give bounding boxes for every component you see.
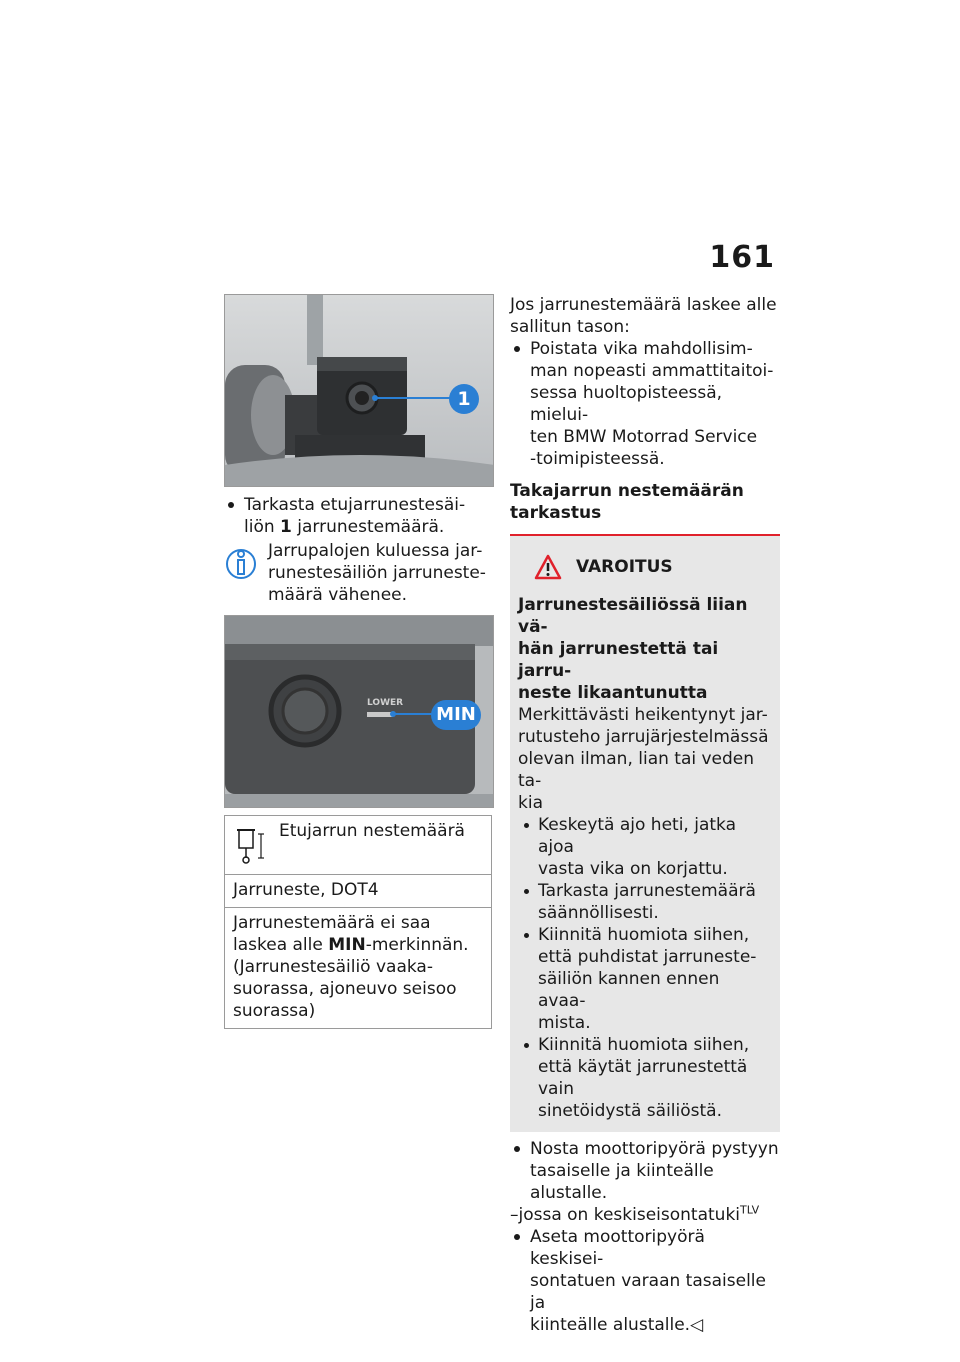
bullet-fix-fault: Poistata vika mahdollisim- man nopeasti ammattitaitoi- sessa huoltopisteessä, mielui- ten BMW Motorrad Service -toimipisteessä. (510, 338, 780, 470)
rear-brake-section-heading: Takajarrun nestemäärän tarkastus (510, 480, 780, 536)
lower-label: LOWER (367, 698, 404, 708)
info-note: Jarrupalojen kuluessa jar- runestesäiliön jarruneste- määrä vähenee. (224, 540, 496, 606)
warning-item-check: Tarkasta jarrunestemäärä säännöllisesti. (518, 880, 772, 924)
warning-box (510, 536, 780, 1132)
page-number: 161 (709, 240, 775, 275)
front-brake-fluid-spec-table (224, 815, 492, 1029)
check-front-instruction: Tarkasta etujarrunestesäi- liön 1 jarrunestemäärä. (224, 494, 496, 538)
end-mark-icon: ◁ (690, 1315, 704, 1335)
fluid-level-icon (233, 822, 269, 866)
front-brake-reservoir-photo (224, 294, 494, 487)
centerstand-condition: –jossa on keskiseisontatuki$^{TLV}$ (510, 1203, 760, 1225)
spec-note: Jarrunestemäärä ei saa laskea alle MIN-merkinnän. (Jarrunestesäiliö vaaka- suorassa, ajoneuvo seisoo suorassa) (225, 907, 491, 1028)
warning-item-stop: Keskeytä ajo heti, jatka ajoa vasta vika on korjattu. (518, 814, 772, 880)
intro-text: Jos jarrunestemäärä laskee alle sallitun tason: (510, 295, 777, 337)
bullet-centerstand: Aseta moottoripyörä keskisei- sontatuen varaan tasaiselle ja kiinteälle alustalle.◁ (510, 1226, 780, 1336)
warning-item-sealed: Kiinnitä huomiota siihen, että käytät jarrunestettä vain sinetöidystä säiliöstä. (518, 1034, 772, 1122)
bullet-level-bike: Nosta moottoripyörä pystyyn tasaiselle ja kiinteälle alustalle. (510, 1138, 780, 1204)
right-column (510, 294, 780, 1336)
warning-description: Merkittävästi heikentynyt jar- rutusteho jarrujärjestelmässä olevan ilman, lian tai veden ta- kia (518, 705, 769, 813)
warning-title: VAROITUS (518, 552, 772, 582)
min-mark-photo (224, 615, 494, 808)
callout-1: 1 (449, 384, 479, 414)
spec-title: Etujarrun nestemäärä (279, 821, 465, 841)
warning-triangle-icon (534, 554, 562, 580)
spec-fluid-type: Jarruneste, DOT4 (225, 874, 491, 907)
warning-item-clean-cap: Kiinnitä huomiota siihen, että puhdistat jarruneste- säiliön kannen ennen avaa- mista. (518, 924, 772, 1034)
info-icon (224, 542, 262, 586)
spec-table-header (225, 816, 491, 874)
callout-min: MIN (431, 700, 481, 730)
warning-heading: Jarrunestesäiliössä liian vä- hän jarrunestettä tai jarru- neste likaantunutta (518, 595, 748, 703)
